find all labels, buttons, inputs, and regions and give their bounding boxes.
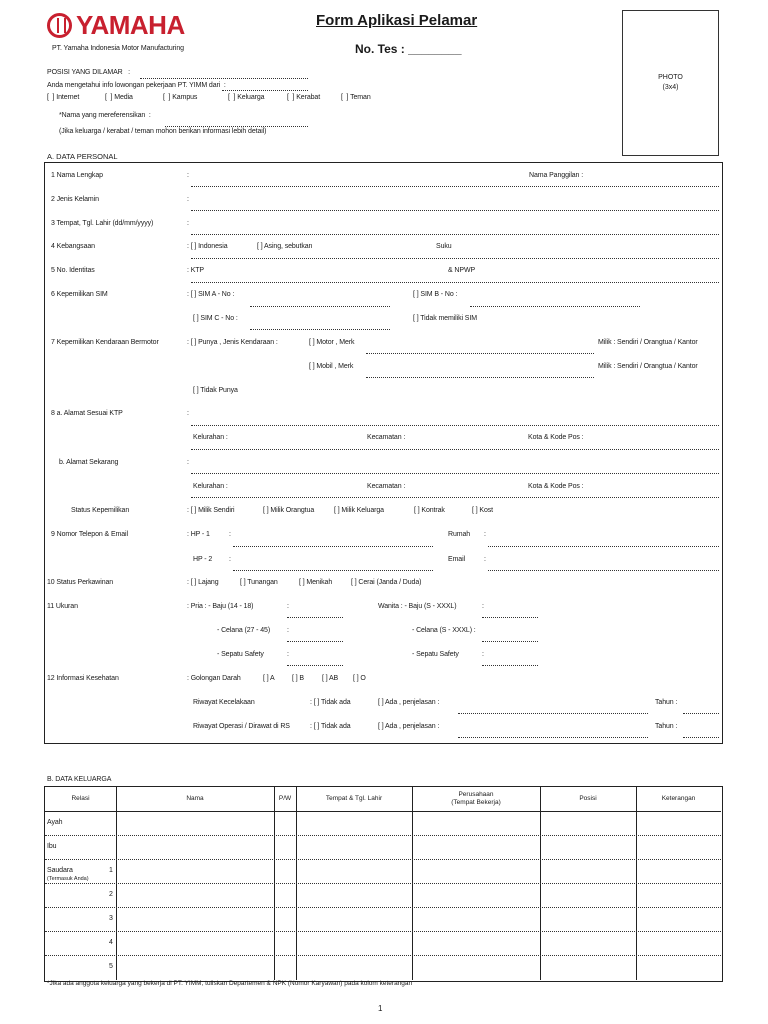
col-nama: Nama [186, 795, 204, 802]
tuning-fork-icon [47, 13, 72, 38]
jenis-kelamin-label: 2 Jenis Kelamin [51, 196, 99, 203]
operasi-penjelasan-field[interactable] [458, 737, 648, 738]
info-source-label: Anda mengetahui info lowongan pekerjaan PT. YIMM dari : [47, 82, 226, 89]
hp2-label: HP - 2 [193, 556, 213, 563]
wanita-baju-field[interactable] [482, 617, 538, 618]
nama-field[interactable] [191, 186, 719, 187]
sim-b-option[interactable]: [ ] SIM B - No : [413, 291, 458, 298]
sim-c-option[interactable]: [ ] SIM C - No : [193, 315, 238, 322]
motor-merk-field[interactable] [366, 353, 594, 354]
menikah-option[interactable]: [ ] Menikah [299, 579, 333, 586]
saudara-num-5: 5 [109, 963, 113, 970]
source-media[interactable]: [ ] Media [105, 94, 133, 101]
col-ttl: Tempat & Tgl. Lahir [325, 795, 383, 802]
goldar-ab-option[interactable]: [ ] AB [322, 675, 339, 682]
pria-celana-label: - Celana (27 - 45) [217, 627, 271, 634]
kecelakaan-tahun-label: Tahun : [655, 699, 678, 706]
npwp-label: & NPWP [448, 267, 476, 274]
photo-label: PHOTO [658, 74, 683, 81]
kecelakaan-tidak-ada[interactable]: : [ ] Tidak ada [310, 699, 351, 706]
kontrak-option[interactable]: [ ] Kontrak [414, 507, 445, 514]
test-number[interactable]: No. Tes : ________ [355, 42, 462, 56]
lajang-option[interactable]: : [ ] Lajang [187, 579, 219, 586]
alamat-sekarang-label: b. Alamat Sekarang [59, 459, 119, 466]
alamat-sekarang-field[interactable] [191, 473, 719, 474]
col-keterangan: Keterangan [661, 795, 696, 802]
relasi-ibu: Ibu [47, 843, 57, 850]
panggilan-label: Nama Panggilan : [529, 172, 584, 179]
col-perusahaan: Perusahaan (Tempat Bekerja) [451, 791, 501, 806]
page-number: 1 [378, 1004, 383, 1013]
source-keluarga[interactable]: [ ] Keluarga [228, 94, 265, 101]
telepon-label: 9 Nomor Telepon & Email [51, 531, 128, 538]
personal-data-box [44, 162, 723, 744]
photo-size: (3x4) [662, 84, 679, 91]
sim-c-field[interactable] [250, 329, 390, 330]
email-field[interactable] [488, 570, 719, 571]
source-kampus[interactable]: [ ] Kampus [163, 94, 198, 101]
pria-sepatu-field[interactable] [287, 665, 343, 666]
source-internet[interactable]: [ ] Internet [47, 94, 80, 101]
saudara-note: (Termasuk Anda) [47, 876, 89, 882]
kebangsaan-field[interactable] [191, 258, 719, 259]
sim-label: 6 Kepemilikan SIM [51, 291, 108, 298]
wilayah-ktp-field[interactable] [191, 449, 719, 450]
no-sim-option[interactable]: [ ] Tidak memiliki SIM [413, 315, 477, 322]
brand-name: YAMAHA [76, 10, 185, 40]
saudara-num-1: 1 [109, 867, 113, 874]
perkawinan-label: 10 Status Perkawinan [47, 579, 114, 586]
relasi-ayah: Ayah [47, 819, 63, 826]
milik-motor[interactable]: Milik : Sendiri / Orangtua / Kantor [598, 339, 698, 346]
alamat-ktp-label: 8 a. Alamat Sesuai KTP [51, 410, 123, 417]
indonesia-option[interactable]: : [ ] Indonesia [187, 243, 228, 250]
tunangan-option[interactable]: [ ] Tunangan [240, 579, 278, 586]
kecelakaan-label: Riwayat Kecelakaan [193, 699, 255, 706]
ttl-label: 3 Tempat, Tgl. Lahir (dd/mm/yyyy) [51, 220, 154, 227]
tidak-punya-option[interactable]: [ ] Tidak Punya [193, 387, 238, 394]
identitas-field[interactable] [191, 282, 719, 283]
mobil-option[interactable]: [ ] Mobil , Merk [309, 363, 354, 370]
source-teman[interactable]: [ ] Teman [341, 94, 371, 101]
pria-baju-label: : Pria : - Baju (14 - 18) [187, 603, 254, 610]
wanita-celana-label: - Celana (S - XXXL) : [412, 627, 476, 634]
kelurahan-now: Kelurahan : [193, 483, 228, 490]
family-table [44, 786, 723, 982]
identitas-label: 5 No. Identitas [51, 267, 95, 274]
rumah-label: Rumah [448, 531, 471, 538]
saudara-num-2: 2 [109, 891, 113, 898]
photo-box [622, 10, 719, 156]
wanita-celana-field[interactable] [482, 641, 538, 642]
source-kerabat[interactable]: [ ] Kerabat [287, 94, 321, 101]
goldar-o-option[interactable]: [ ] O [353, 675, 366, 682]
email-label: Email [448, 556, 466, 563]
saudara-num-3: 3 [109, 915, 113, 922]
sim-a-option[interactable]: : [ ] SIM A - No : [187, 291, 235, 298]
kelurahan-ktp: Kelurahan : [193, 434, 228, 441]
operasi-tahun-field[interactable] [683, 737, 719, 738]
kost-option[interactable]: [ ] Kost [472, 507, 493, 514]
kendaraan-label: 7 Kepemilikan Kendaraan Bermotor [51, 339, 159, 346]
saudara-num-4: 4 [109, 939, 113, 946]
jenis-kelamin-field[interactable] [191, 210, 719, 211]
rumah-field[interactable] [488, 546, 719, 547]
kecelakaan-ada[interactable]: [ ] Ada , penjelasan : [378, 699, 440, 706]
milik-keluarga-option[interactable]: [ ] Milik Keluarga [334, 507, 384, 514]
hp1-label: : HP - 1 [187, 531, 210, 538]
ttl-field[interactable] [191, 234, 719, 235]
punya-option[interactable]: : [ ] Punya , Jenis Kendaraan : [187, 339, 278, 346]
section-b-title: B. DATA KELUARGA [47, 776, 112, 783]
footnote: *Jika ada anggota keluarga yang bekerja di PT. YIMM, tuliskan Departemen & NPK (Nomor Karyawan) pada kolom keterangan [47, 980, 413, 987]
wilayah-now-field[interactable] [191, 497, 719, 498]
referrer-note: (Jika keluarga / kerabat / teman mohon berikan informasi lebih detail) [59, 128, 267, 135]
relasi-saudara: Saudara [47, 867, 73, 874]
milik-sendiri-option[interactable]: : [ ] Milik Sendiri [187, 507, 235, 514]
wanita-sepatu-field[interactable] [482, 665, 538, 666]
milik-orangtua-option[interactable]: [ ] Milik Orangtua [263, 507, 315, 514]
ktp-label: : KTP [187, 267, 205, 274]
kota-ktp: Kota & Kode Pos : [528, 434, 584, 441]
operasi-tidak-ada[interactable]: : [ ] Tidak ada [310, 723, 351, 730]
referrer-label: *Nama yang mereferensikan : [59, 112, 151, 119]
wanita-sepatu-label: - Sepatu Safety [412, 651, 459, 658]
kecamatan-now: Kecamatan : [367, 483, 406, 490]
kebangsaan-label: 4 Kebangsaan [51, 243, 95, 250]
sim-a-field[interactable] [250, 306, 390, 307]
operasi-tahun-label: Tahun : [655, 723, 678, 730]
company-name: PT. Yamaha Indonesia Motor Manufacturing [52, 45, 184, 52]
goldar-b-option[interactable]: [ ] B [292, 675, 304, 682]
position-label: POSISI YANG DILAMAR : [47, 69, 131, 76]
motor-option[interactable]: [ ] Motor , Merk [309, 339, 355, 346]
kesehatan-label: 12 Informasi Kesehatan [47, 675, 119, 682]
position-field[interactable] [140, 78, 308, 79]
operasi-label: Riwayat Operasi / Dirawat di RS [193, 723, 290, 730]
golongan-darah-label: : Golongan Darah [187, 675, 241, 682]
hp2-field[interactable] [233, 570, 433, 571]
status-kepemilikan-label: Status Kepemilikan [71, 507, 130, 514]
sim-b-field[interactable] [470, 306, 640, 307]
section-a-title: A. DATA PERSONAL [47, 152, 118, 161]
hp1-field[interactable] [233, 546, 433, 547]
kecelakaan-tahun-field[interactable] [683, 713, 719, 714]
kota-now: Kota & Kode Pos : [528, 483, 584, 490]
col-pw: P/W [278, 795, 292, 802]
form-title: Form Aplikasi Pelamar [316, 12, 478, 29]
col-relasi: Relasi [71, 795, 90, 802]
alamat-ktp-field[interactable] [191, 425, 719, 426]
pria-celana-field[interactable] [287, 641, 343, 642]
referrer-field[interactable] [165, 126, 308, 127]
wanita-baju-label: Wanita : - Baju (S - XXXL) [378, 603, 457, 610]
goldar-a-option[interactable]: [ ] A [263, 675, 275, 682]
kecamatan-ktp: Kecamatan : [367, 434, 406, 441]
pria-baju-field[interactable] [287, 617, 343, 618]
kecelakaan-penjelasan-field[interactable] [458, 713, 648, 714]
asing-option[interactable]: [ ] Asing, sebutkan [257, 243, 313, 250]
ukuran-label: 11 Ukuran [47, 603, 78, 610]
pria-sepatu-label: - Sepatu Safety [217, 651, 264, 658]
nama-label: 1 Nama Lengkap [51, 172, 103, 179]
milik-mobil[interactable]: Milik : Sendiri / Orangtua / Kantor [598, 363, 698, 370]
suku-label: Suku [436, 243, 452, 250]
info-source-field[interactable] [222, 90, 308, 91]
yamaha-logo [47, 10, 185, 41]
cerai-option[interactable]: [ ] Cerai (Janda / Duda) [351, 579, 422, 586]
operasi-ada[interactable]: [ ] Ada , penjelasan : [378, 723, 440, 730]
col-posisi: Posisi [579, 795, 597, 802]
mobil-merk-field[interactable] [366, 377, 594, 378]
